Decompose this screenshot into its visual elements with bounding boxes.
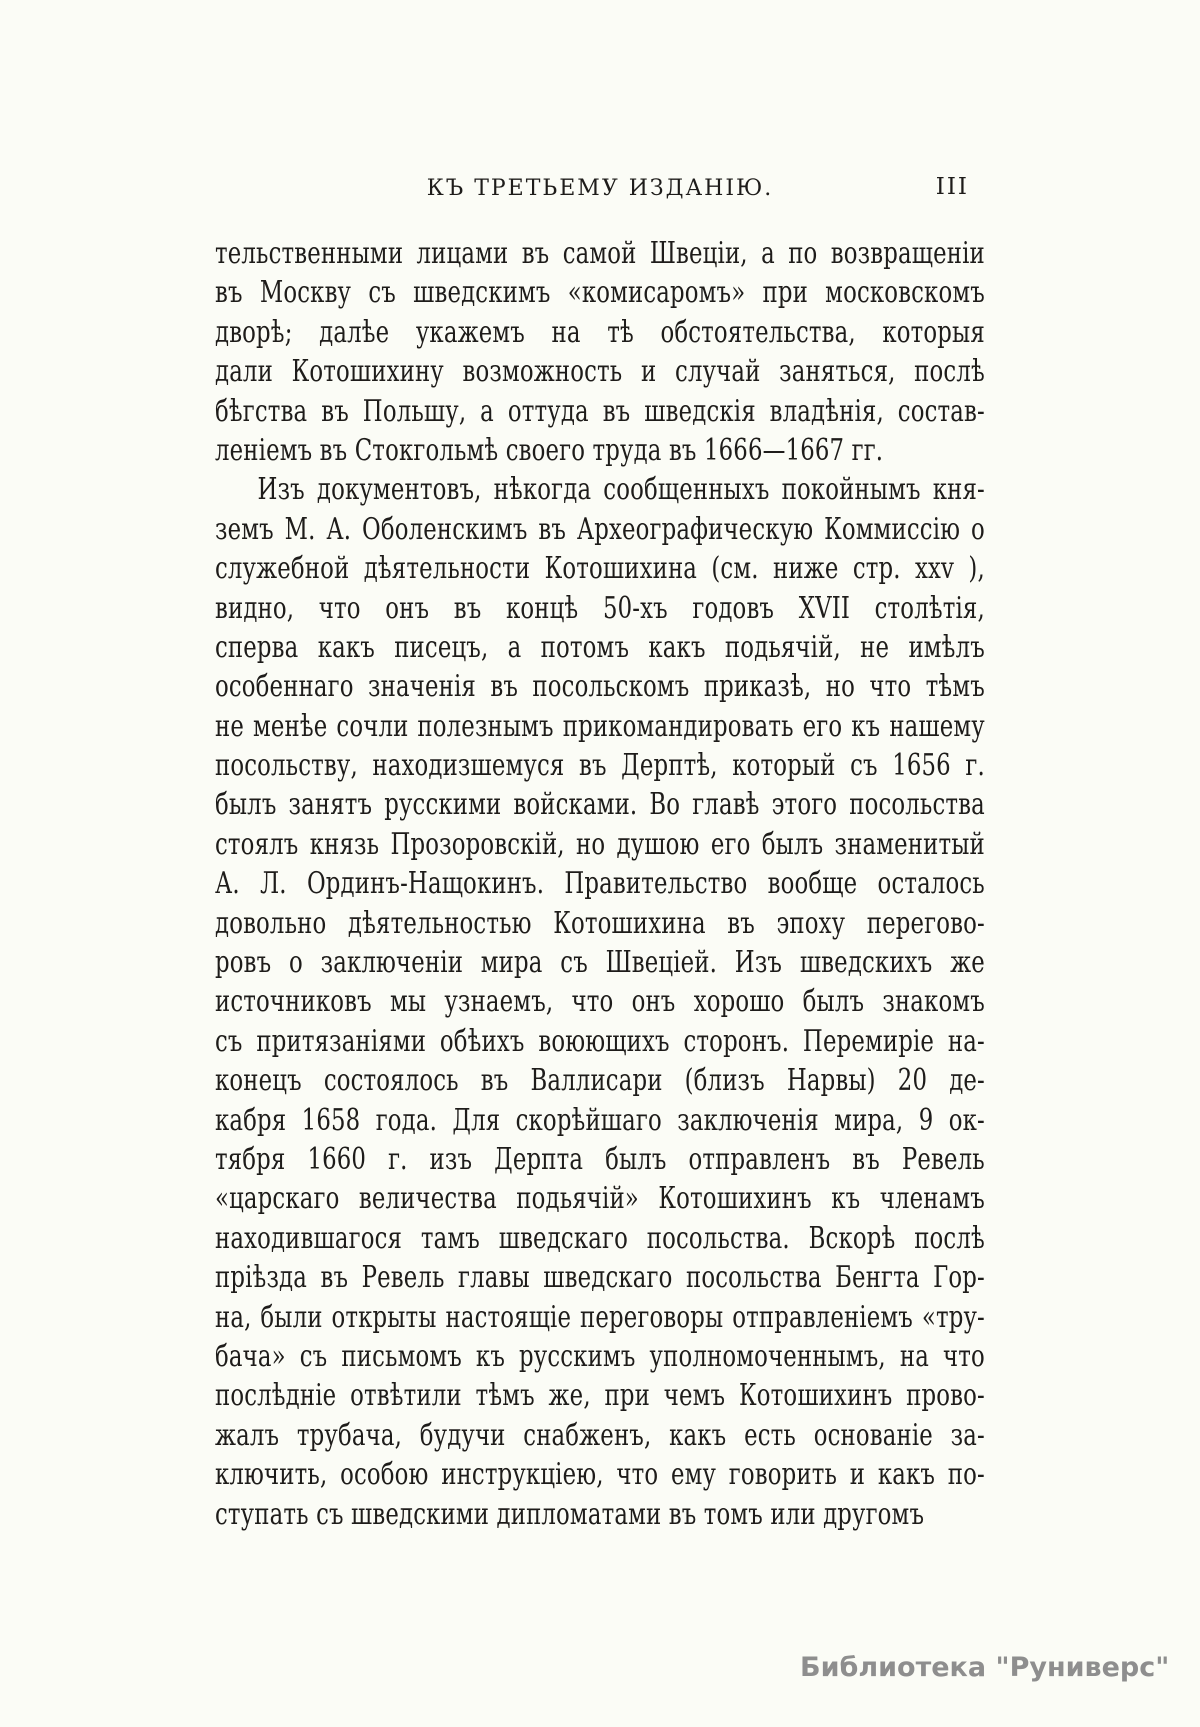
text-line: видно, что онъ въ концѣ 50-хъ годовъ XVII столѣтія, (215, 590, 985, 626)
edition-title: КЪ ТРЕТЬЕМУ ИЗДАНІЮ. (426, 176, 774, 201)
page-number: III (935, 174, 969, 200)
text-line: бача» съ письмомъ къ русскимъ уполномоченнымъ, на что (215, 1338, 985, 1374)
text-line: былъ занятъ русскими войсками. Во главѣ этого посольства (215, 787, 985, 823)
text-line: служебной дѣятельности Котошихина (см. ниже стр. xxv ), (215, 551, 985, 587)
text-line: конецъ состоялось въ Валлисари (близъ Нарвы) 20 де- (215, 1063, 985, 1099)
text-line: находившагося тамъ шведскаго посольства. Вскорѣ послѣ (215, 1220, 985, 1256)
text-line: ровъ о заключеніи мира съ Швеціей. Изъ шведскихъ же (215, 945, 985, 981)
text-line: ступать съ шведскими дипломатами въ томъ или другомъ (215, 1496, 925, 1532)
text-line: на, были открыты настоящіе переговоры отправленіемъ «тру- (215, 1299, 985, 1335)
text-line: «царскаго величества подьячій» Котошихинъ къ членамъ (215, 1181, 985, 1217)
text-line: Изъ документовъ, нѣкогда сообщенныхъ покойнымъ кня- (257, 472, 985, 508)
text-line: жалъ трубача, будучи снабженъ, какъ есть основаніе за- (215, 1417, 985, 1453)
text-line: въ Москву съ шведскимъ «комисаромъ» при московскомъ (215, 275, 985, 311)
text-line: стоялъ князь Прозоровскій, но душою его былъ знаменитый (215, 826, 985, 862)
page-header (215, 176, 985, 201)
text-line: не менѣе сочли полезнымъ прикомандировать его къ нашему (215, 708, 985, 744)
text-line: земъ М. А. Оболенскимъ въ Археографическую Коммиссію о (215, 511, 985, 547)
text-line: посольству, находизшемуся въ Дерптѣ, который съ 1656 г. (215, 748, 985, 784)
text-line: ключить, особою инструкціею, что ему говорить и какъ по- (215, 1457, 985, 1493)
text-line: А. Л. Ординъ-Нащокинъ. Правительство вообще осталось (215, 866, 985, 902)
library-watermark: Библиотека "Руниверс" (800, 1652, 1170, 1683)
text-line: тельственными лицами въ самой Швеціи, а по возвращеніи (215, 236, 985, 271)
text-line: дали Котошихину возможность и случай заняться, послѣ (215, 354, 985, 390)
text-line: особеннаго значенія въ посольскомъ приказѣ, но что тѣмъ (215, 669, 985, 705)
text-line: бѣгства въ Польшу, а оттуда въ шведскія владѣнія, состав- (215, 393, 985, 429)
text-line: съ притязаніями обѣихъ воюющихъ сторонъ. Перемиріе на- (215, 1023, 985, 1059)
text-line: кабря 1658 года. Для скорѣйшаго заключенія мира, 9 ок- (215, 1102, 985, 1138)
text-line: сперва какъ писецъ, а потомъ какъ подьячій, не имѣлъ (215, 629, 985, 665)
text-line: довольно дѣятельностью Котошихина въ эпоху перегово- (215, 905, 985, 941)
text-line: дворѣ; далѣе укажемъ на тѣ обстоятельства, которыя (215, 314, 985, 350)
body-text (215, 234, 985, 1534)
text-line: леніемъ въ Стокгольмѣ своего труда въ 1666—1667 гг. (215, 432, 884, 468)
text-line: тября 1660 г. изъ Дерпта былъ отправленъ въ Ревель (215, 1141, 985, 1177)
text-line: пріѣзда въ Ревель главы шведскаго посольства Бенгта Гор- (215, 1260, 985, 1296)
text-line: источниковъ мы узнаемъ, что онъ хорошо былъ знакомъ (215, 984, 985, 1020)
text-line: послѣдніе отвѣтили тѣмъ же, при чемъ Котошихинъ прово- (215, 1378, 985, 1414)
